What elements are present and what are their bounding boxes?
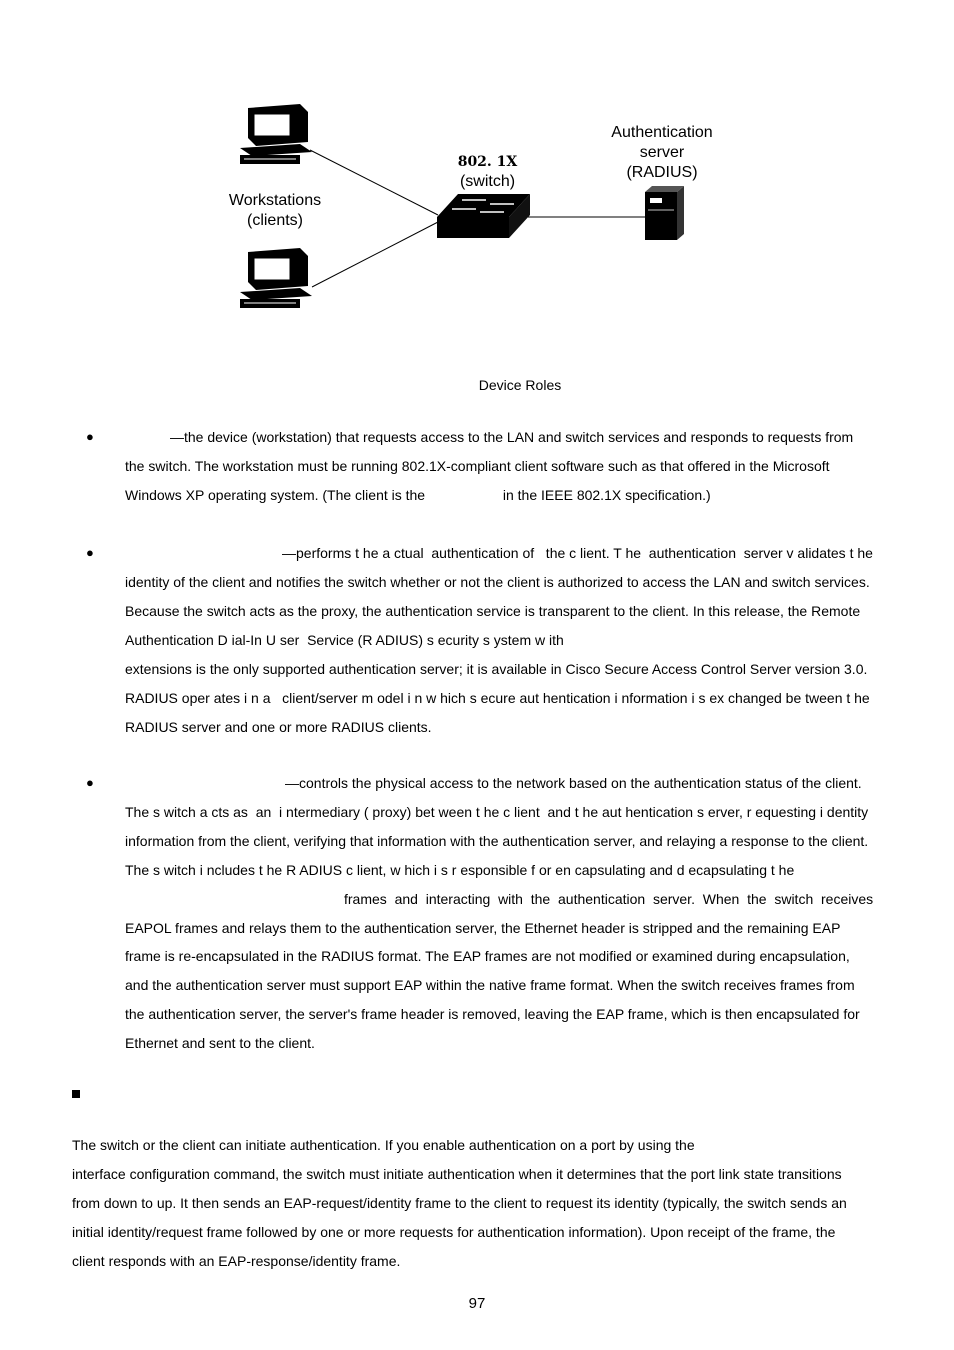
workstation-icon	[240, 104, 312, 164]
bullet-marker: ●	[86, 429, 94, 444]
workstations-label-line2: (clients)	[246, 212, 303, 229]
switch-label	[440, 152, 535, 192]
workstation-icon	[240, 248, 312, 308]
page-number: 97	[468, 1295, 486, 1312]
bullet-1-line-3: Windows XP operating system. (The client is the in the IEEE 802.1X specification.)	[125, 487, 711, 503]
bullet-1-line-1: —the device (workstation) that requests access to the LAN and switch services and responds to requests from	[170, 429, 854, 445]
bullet-2-line-3: Because the switch acts as the proxy, the authentication service is transparent to the client. In this release, the Remote	[125, 603, 861, 619]
paragraph-line-3: from down to up. It then sends an EAP-request/identity frame to the client to request its identity (typically, the switch sends an	[72, 1195, 847, 1211]
section-square-marker	[72, 1090, 80, 1098]
bullet-marker: ●	[86, 775, 94, 790]
paragraph-line-5: client responds with an EAP-response/identity frame.	[72, 1253, 401, 1269]
auth-server-label	[592, 123, 732, 183]
bullet-3-line-2: The s witch a cts as an i ntermediary ( proxy) bet ween t he c lient and t he aut hentication s erver, r equesting i dentity	[125, 804, 869, 820]
bullet-3-line-6: EAPOL frames and relays them to the authentication server, the Ethernet header is stripped and the remaining EAP	[125, 920, 841, 936]
bullet-3-line-1: —controls the physical access to the network based on the authentication status of the client.	[285, 775, 862, 791]
bullet-3-line-3: information from the client, verifying that information with the authentication server, and relaying a response to the client.	[125, 833, 869, 849]
switch-label-line1: 802. 1X	[457, 154, 518, 170]
bullet-2-line-7: RADIUS server and one or more RADIUS clients.	[125, 719, 432, 735]
link-bottom-workstation	[312, 222, 438, 287]
workstations-label-line1: Workstations	[228, 192, 322, 209]
bullet-1-line-2: the switch. The workstation must be running 802.1X-compliant client software such as that offered in the Microsoft	[125, 458, 830, 474]
bullet-2-line-2: identity of the client and notifies the switch whether or not the client is authorized to access the LAN and switch services.	[125, 574, 870, 590]
auth-server-label-line3: (RADIUS)	[626, 164, 698, 181]
bullet-2-line-5: extensions is the only supported authentication server; it is available in Cisco Secure Access Control Server version 3.0.	[125, 661, 868, 677]
bullet-2-line-1: —performs t he a ctual authentication of the c lient. T he authentication server v alidates t he	[282, 545, 873, 561]
figure-caption: Device Roles	[478, 377, 562, 393]
switch-label-line2: (switch)	[459, 173, 516, 190]
bullet-2-line-4: Authentication D ial-In U ser Service (R ADIUS) s ecurity s ystem w ith	[125, 632, 564, 648]
server-icon	[645, 186, 684, 240]
bullet-3-line-4: The s witch i ncludes t he R ADIUS c lient, w hich i s r esponsible f or en capsulating and d ecapsulating t he	[125, 862, 795, 878]
bullet-3-line-7: frame is re-encapsulated in the RADIUS format. The EAP frames are not modified or examined during encapsulation,	[125, 948, 850, 964]
paragraph-line-4: initial identity/request frame followed by one or more requests for authentication information). Upon receipt of the frame, the	[72, 1224, 836, 1240]
workstations-label	[210, 191, 340, 231]
device-roles-diagram	[0, 0, 954, 360]
switch-icon	[437, 194, 530, 238]
bullet-3-line-8: and the authentication server must support EAP within the native frame format. When the switch receives frames from	[125, 977, 855, 993]
paragraph-line-2: interface configuration command, the switch must initiate authentication when it determines that the port link state transitions	[72, 1166, 842, 1182]
bullet-3-line-9: the authentication server, the server's frame header is removed, leaving the EAP frame, which is then encapsulated for	[125, 1006, 860, 1022]
auth-server-label-line2: server	[639, 144, 685, 161]
bullet-2-line-6: RADIUS oper ates i n a client/server m odel i n w hich s ecure aut hentication i nformation i s ex changed be tween t he	[125, 690, 870, 706]
bullet-3-line-10: Ethernet and sent to the client.	[125, 1035, 315, 1051]
bullet-marker: ●	[86, 545, 94, 560]
bullet-3-line-5: frames and interacting with the authentication server. When the switch receives	[344, 891, 874, 907]
paragraph-line-1: The switch or the client can initiate authentication. If you enable authentication on a port by using the	[72, 1137, 695, 1153]
auth-server-label-line1: Authentication	[611, 124, 713, 141]
